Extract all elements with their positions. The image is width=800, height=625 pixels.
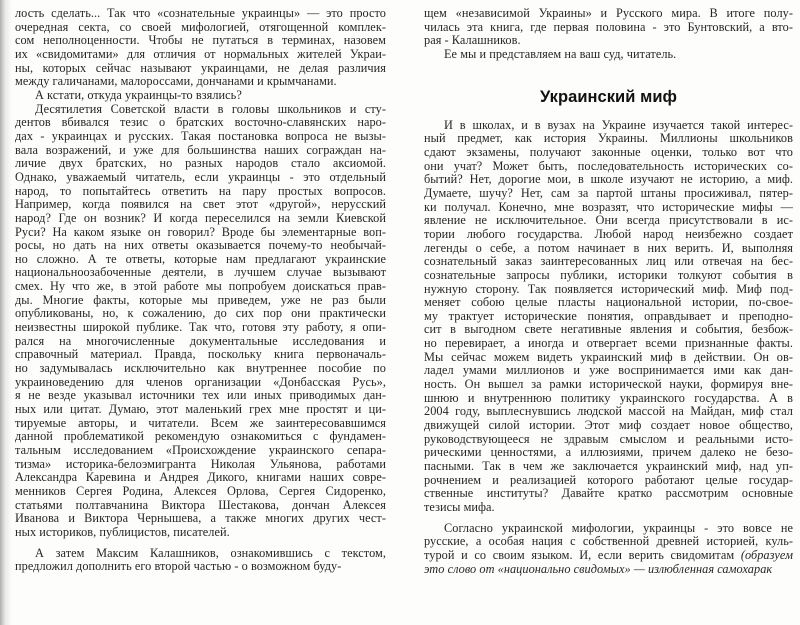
text-line: руководствующееся не здравым смыслом и реальными исто- xyxy=(424,431,793,446)
text-line: пасными. Так в чем же заключается украинский миф, над уп- xyxy=(424,459,793,474)
text-line: щем «независимой Украины» и Русского мира. В итоге полу- xyxy=(424,6,793,20)
paragraph xyxy=(15,89,386,103)
italic-text: это слово от «национально свидомых» — излюбленная самохарак xyxy=(424,561,773,576)
text-line: вала возражений, и уже для большинства наших сограждан на- xyxy=(15,142,386,157)
text-line: сдают экзамены, получают законные оценки, только вот что xyxy=(424,144,793,159)
text-line: движущей силой истории. Этот миф создает новое общество, xyxy=(424,418,793,433)
text-line: Думаете, шучу? Нет, сам за партой штаны просиживал, пятер- xyxy=(424,185,793,200)
text-line: сознательный заказ заинтересованных лиц или отвечая на бес- xyxy=(424,254,793,269)
text-line: рочнением и реализацией которого работают целые государ- xyxy=(424,472,793,487)
text-line: тизма» историка-белоэмигранта Николая Ульянова, работами xyxy=(15,456,386,471)
text-line: личие двух братских, но разных народов стало аксиомой. xyxy=(15,156,386,171)
scan-edge-shadow xyxy=(0,0,12,625)
text-line: тории любого государства. Любой народ неизбежно создает xyxy=(424,226,793,241)
text-line: ственные институты? Давайте кратко рассмотрим основные xyxy=(424,486,793,501)
paragraph xyxy=(424,119,793,515)
text-line: легенды о себе, а потом начинает в них верить. И, выполняя xyxy=(424,240,793,255)
text-line: сит в выгодном свете негативные явления и события, безбож- xyxy=(424,322,793,337)
text-line: Десятилетия Советской власти в головы школьников и сту- xyxy=(35,101,386,116)
text-line: Руси? На каком языке он говорил? Вроде бы элементарные воп- xyxy=(15,224,386,239)
text-line: но перевирает, а иногда и отвергает всеми признанные факты. xyxy=(424,336,793,351)
text-line: чилась эта книга, где первая половина - это Бунтовский, а вто- xyxy=(424,19,793,34)
text-line: бытий? Нет, дорогие мои, в школе изучают не историю, а миф. xyxy=(424,172,793,187)
text-line: шнюю и внутреннюю политику украинского государства. А в xyxy=(424,390,793,405)
text-line: сом неполноценности. Чтобы не путаться в терминах, назовем xyxy=(15,33,386,48)
paragraph xyxy=(424,7,793,48)
text-line: ных или цитат. Думаю, этот маленький грех мне простят и ци- xyxy=(15,402,386,417)
text-line: Иванова и Виктора Чернышева, а также многих других чест- xyxy=(15,511,386,526)
text-line: А затем Максим Калашников, ознакомившись с текстом, xyxy=(35,545,386,560)
text-line: русские, а особая нация с собственной древней историей, куль- xyxy=(424,534,793,549)
text-line: явление не исключительное. Они всегда присутствовали в ис- xyxy=(424,213,793,228)
text-line: но сложно. А те ответы, которые нам предлагают украинские xyxy=(15,251,386,266)
text-line: народ, то попытайтесь ответить на пару простых вопросов. xyxy=(15,183,386,198)
text-line: ных историков, публицистов, писателей. xyxy=(15,524,230,539)
text-line: меняет собою целые пласты национальной истории, по-свое- xyxy=(424,295,793,310)
text-line: Александра Каревина и Андрея Дикого, книгами наших совре- xyxy=(15,470,386,485)
text-line: ды. Многие факты, которые мы приведем, уже не раз были xyxy=(15,292,386,307)
body-text: турой и со своим языком. И, если верить свидомитам xyxy=(424,547,741,562)
text-line: И в школах, и в вузах на Украине изучается такой интерес- xyxy=(444,117,793,132)
text-line: тезисы мифа. xyxy=(424,500,495,514)
text-line: смех. Ну что же, в этой работе мы попробуем доискаться прав- xyxy=(15,279,386,294)
text-line: справочный материал. Правда, поскольку книга первоначаль- xyxy=(15,347,386,362)
text-line: данной проблематикой рекомендую ознакомиться с фундамен- xyxy=(15,429,386,444)
text-line xyxy=(424,563,793,577)
text-line: А кстати, откуда украинцы-то взялись? xyxy=(35,87,242,102)
text-line: Например, когда появился на свет этот «другой», нерусский xyxy=(15,197,386,212)
text-line: они учат? Может быть, последовательность исторических со- xyxy=(424,158,793,173)
text-line: ны, которых сейчас называют украинцами, не делая различия xyxy=(15,60,386,75)
text-line xyxy=(424,549,793,563)
text-line: их «свидомитами» для отличия от нормальных жителей Украи- xyxy=(15,46,386,61)
text-line: очередная секта, со своей мифологией, отягощенной комплек- xyxy=(15,19,386,34)
text-line: я не везде указывал источники тех или иных приводимых дан- xyxy=(15,388,386,403)
text-line: сознательные запросы публики, историки толкуют события в xyxy=(424,267,793,282)
left-page xyxy=(15,7,386,574)
paragraph xyxy=(424,48,793,62)
text-line: но задумывалась исключительно как внутреннее пособие по xyxy=(15,361,386,376)
text-line: тальным исследованием «Происхождение украинского сепара- xyxy=(15,443,386,457)
text-line: национальноозабоченные деятели, в лучшем случае вызывают xyxy=(15,265,386,280)
paragraph xyxy=(424,522,793,577)
italic-text: (образуем xyxy=(740,547,793,562)
text-line: ность. Он вышел за рамки исторической науки, формируя вне- xyxy=(424,377,793,392)
right-page xyxy=(424,7,793,576)
text-line: опубликованы, но, к сожалению, до сих пор они практически xyxy=(15,306,386,321)
text-line: ный предмет, как история Украины. Миллионы школьников xyxy=(424,131,793,146)
text-line: тируемые авторы, и читатели. Всем же заинтересовавшимся xyxy=(15,415,386,430)
text-line: Мы сейчас можем видеть украинский миф в действии. Он ов- xyxy=(424,349,793,364)
text-line: неизвестны широкой публике. Так что, готовя эту работу, я опи- xyxy=(15,320,386,335)
text-line: ки получал. Конечно, мне возразят, что исторические мифы — xyxy=(424,199,793,214)
text-line: рался на многочисленные документальные исследования и xyxy=(15,333,386,348)
text-line: Однако, уважаемый читатель, если украинцы - это отдельный xyxy=(15,169,386,184)
text-line: 2004 году, выплеснувшись людской массой на Майдан, миф стал xyxy=(424,404,793,419)
text-line: ладел умами миллионов и уже воспринимается ими как дан- xyxy=(424,363,793,378)
text-line: му трактует исторические понятия, оправдывает и преподно- xyxy=(424,308,793,323)
text-line: статьями полтавчанина Виктора Шестакова, дончан Алексея xyxy=(15,497,386,512)
text-line: лость сделать... Так что «сознательные украинцы» — это просто xyxy=(15,6,386,20)
text-line: рическими ценностями, а иллюзиями, причем далеко не безо- xyxy=(424,445,793,460)
text-line: предложил дополнить его второй частью - о возможном буду- xyxy=(15,559,342,574)
paragraph xyxy=(15,7,386,89)
text-line: менников Сергея Родина, Алексея Орлова, Сергея Сидоренко, xyxy=(15,483,386,498)
text-line: Согласно украинской мифологии, украинцы - это вовсе не xyxy=(444,520,793,535)
text-line: дентов вбивался тезис о братских восточно-славянских наро- xyxy=(15,115,386,130)
text-line: между галичанами, малороссами, дончанами и крымчанами. xyxy=(15,74,337,89)
text-line: росы, но дать на них ответы оказывается почему-то необычай- xyxy=(15,238,386,253)
text-line: Ее мы и представляем на ваш суд, читатель. xyxy=(444,46,677,61)
text-line: украиноведению для членов организации «Донбасская Русь», xyxy=(15,374,386,389)
section-heading: Украинский миф xyxy=(539,87,678,106)
text-line: народ? Где он возник? И когда переселился на земли Киевской xyxy=(15,210,386,225)
paragraph xyxy=(15,547,386,574)
text-line: дах - украинцах и русских. Такая постановка вопроса не вызы- xyxy=(15,128,386,143)
paragraph xyxy=(15,103,386,540)
text-line: рая - Калашников. xyxy=(424,33,521,48)
text-line: нужную сторону. Так появляется исторический миф. Миф под- xyxy=(424,281,793,296)
